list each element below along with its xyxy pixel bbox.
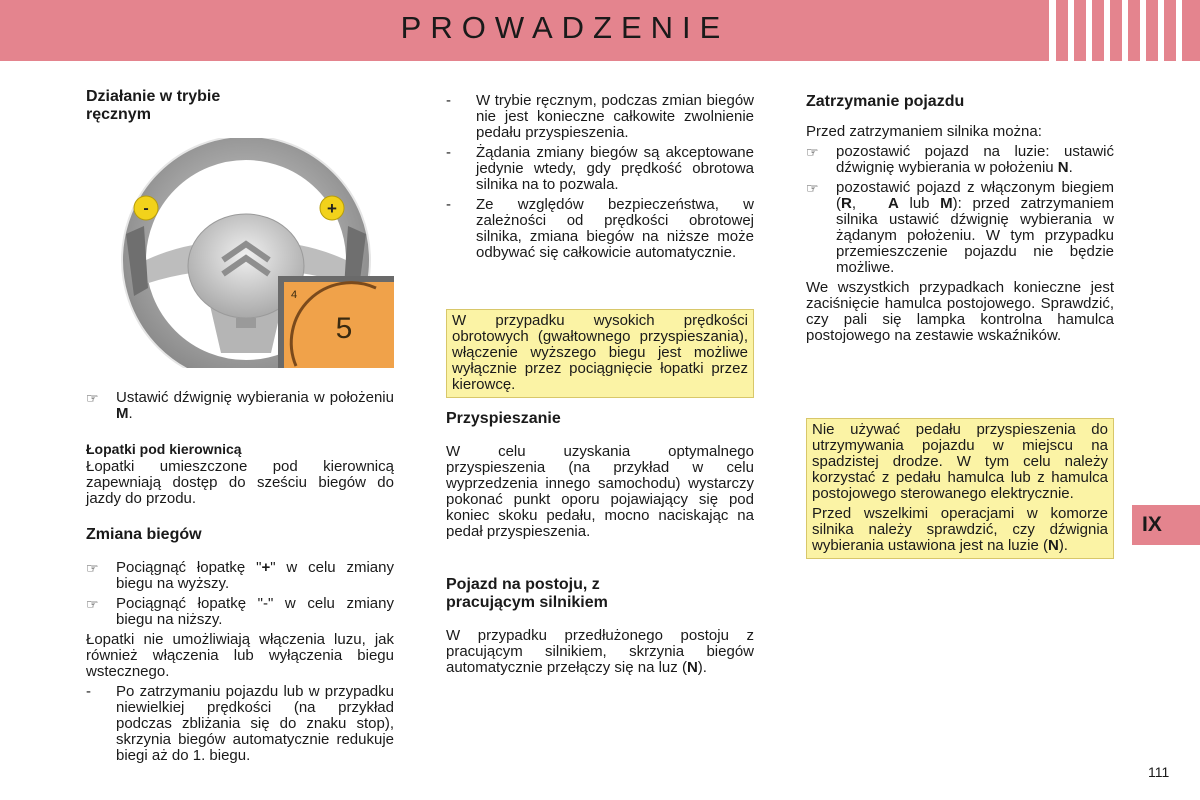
dash-item-safety: - Ze względów bezpieczeństwa, w zależności od prędkości obrotowej silnika, zmiana biegów na niższe może odbywać się całkowicie automatycznie. — [446, 196, 754, 261]
paragraph-idle: W przypadku przedłużonego postoju z pracującym silnikiem, skrzynia biegów automatycznie przełączy się na luz (N). — [446, 627, 754, 676]
bullet-plus: ☞ Pociągnąć łopatkę "+" w celu zmiany biegu na wyższy. — [86, 559, 394, 592]
svg-text:+: + — [327, 199, 337, 218]
minus-paddle-icon — [134, 196, 158, 220]
dash-item-pedal: - W trybie ręcznym, podczas zmian biegów nie jest konieczne całkowite zwolnienie pedału przyspieszenia. — [446, 92, 754, 141]
paragraph-acceleration: W celu uzyskania optymalnego przyspieszenia (na przykład w celu wyprzedzenia innego samochodu) wystarczy pokonać punkt oporu pojawiający się pod koniec skoku pedału, mocno naciskając na pedał przyspieszenia. — [446, 443, 754, 540]
dash-item-downshift: - Po zatrzymaniu pojazdu lub w przypadku niewielkiej prędkości (na przykład podczas zbliżania się do znaku stop), skrzynia biegów automatycznie redukuje biegi aż do 1. biegu. — [86, 683, 394, 764]
subheading-paddles: Łopatki pod kierownicą — [86, 441, 242, 457]
bullet-neutral: ☞ pozostawić pojazd na luzie: ustawić dźwignię wybierania w położeniu N. — [806, 143, 1114, 176]
hand-pointer-icon: ☞ — [806, 180, 819, 196]
heading-idle: Pojazd na postoju, z pracującym silnikiem — [446, 576, 608, 611]
column-left — [86, 88, 394, 764]
plus-paddle-icon — [320, 196, 344, 220]
paragraph-parking-brake: We wszystkich przypadkach konieczne jest zaciśnięcie hamulca postojowego. Sprawdzić, czy pali się lampka kontrolna hamulca postojowego na zestawie wskaźników. — [806, 279, 1114, 344]
svg-text:5: 5 — [335, 312, 353, 345]
note-slope: Nie używać pedału przyspieszenia do utrzymywania pojazdu w miejscu na spadzistej drodze. W tym celu należy korzystać z pedału hamulca lub z hamulca postojowego sterowanego elektrycznie. Przed wszelkimi operacjami w komorze silnika należy sprawdzić, czy dźwignia wybierania ustawiona jest na luzie (N). — [806, 418, 1114, 559]
chapter-tab: IX — [1132, 505, 1200, 545]
column-middle — [446, 93, 754, 676]
page-title: PROWADZENIE — [400, 10, 730, 45]
hand-pointer-icon: ☞ — [86, 596, 99, 612]
svg-text:-: - — [143, 200, 149, 217]
gear-display — [278, 276, 394, 368]
bullet-set-m: ☞ Ustawić dźwignię wybierania w położeniu M. — [86, 389, 394, 422]
bullet-minus: ☞ Pociągnąć łopatkę "-" w celu zmiany biegu na niższy. — [86, 595, 394, 628]
page-number: 111 — [1148, 764, 1170, 780]
note-high-rpm: W przypadku wysokich prędkości obrotowych (gwałtownego przyspieszania), włączenie wyższego biegu jest możliwe wyłącznie przez pociągnięcie łopatki przez kierowcę. — [446, 309, 754, 398]
paragraph-paddles: Łopatki umieszczone pod kierownicą zapewniają dostęp do sześciu biegów do jazdy do przodu. — [86, 458, 394, 507]
heading-stopping: Zatrzymanie pojazdu — [806, 93, 965, 110]
paragraph-no-neutral: Łopatki nie umożliwiają włączenia luzu, jak również włączenia lub wyłączenia biegu wstecznego. — [86, 631, 394, 680]
paragraph-before-stop: Przed zatrzymaniem silnika można: — [806, 123, 1042, 140]
hand-pointer-icon: ☞ — [86, 560, 99, 576]
heading-manual-mode: Działanie w trybie ręcznym — [86, 88, 221, 123]
heading-gear-change: Zmiana biegów — [86, 526, 202, 543]
dash-item-requests: - Żądania zmiany biegów są akceptowane jedynie wtedy, gdy prędkość obrotowa silnika na to pozwala. — [446, 144, 754, 193]
bullet-gear-engaged: ☞ pozostawić pojazd z włączonym biegiem (R, A lub M): przed zatrzymaniem silnika ustawić dźwignię wybierania w żądanym położeniu. W tym przypadku przemieszczenie pojazdu nie będzie możliwe. — [806, 179, 1115, 276]
hand-pointer-icon: ☞ — [86, 390, 99, 406]
heading-acceleration: Przyspieszanie — [446, 410, 561, 427]
column-right — [806, 93, 1114, 559]
steering-wheel-illustration — [86, 138, 394, 368]
hand-pointer-icon: ☞ — [806, 144, 819, 160]
svg-text:4: 4 — [291, 289, 298, 301]
